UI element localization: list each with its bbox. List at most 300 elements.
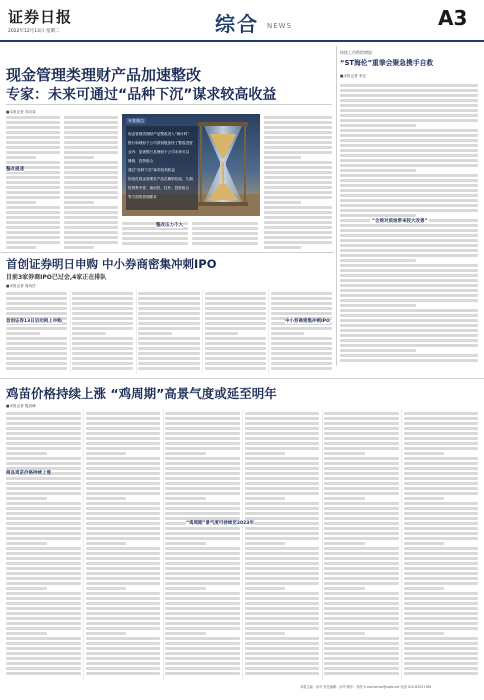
text-line [340, 164, 478, 167]
text-line [264, 171, 332, 174]
text-line [6, 186, 60, 189]
text-line [86, 592, 161, 595]
text-line [165, 467, 240, 470]
text-line [6, 302, 67, 305]
text-line [86, 637, 161, 640]
quote-line: 如优化现金管理类产品在摊销估值、久期、 [128, 177, 196, 181]
text-line [264, 231, 332, 234]
text-line [86, 542, 127, 545]
text-line [6, 437, 81, 440]
chick-columns [6, 410, 478, 680]
text-line [86, 587, 127, 590]
text-line [72, 337, 133, 340]
text-line [404, 562, 479, 565]
text-line [165, 617, 240, 620]
text-line [72, 317, 133, 320]
text-line [165, 582, 240, 585]
text-line [165, 647, 240, 650]
text-line [72, 367, 133, 370]
text-line [6, 497, 47, 500]
text-line [404, 527, 479, 530]
quote-lines [128, 130, 196, 202]
text-line [340, 204, 478, 207]
text-line [340, 114, 478, 117]
text-line [72, 307, 133, 310]
text-line [404, 452, 445, 455]
text-line [245, 672, 320, 675]
text-line [6, 442, 81, 445]
text-line [6, 327, 67, 330]
text-line [6, 512, 81, 515]
right-column-divider [336, 46, 337, 366]
text-line [6, 572, 81, 575]
text-line [165, 477, 240, 480]
text-line [86, 572, 161, 575]
text-line [324, 432, 399, 435]
text-line [138, 362, 199, 365]
text-line [264, 241, 332, 244]
text-line [324, 517, 399, 520]
text-line [86, 437, 161, 440]
text-line [6, 522, 81, 525]
text-line [138, 352, 199, 355]
text-line [86, 442, 161, 445]
text-line [165, 537, 240, 540]
text-line [86, 537, 161, 540]
text-line [64, 136, 118, 139]
text-line [64, 246, 94, 249]
text-line [404, 512, 479, 515]
text-line [340, 284, 478, 287]
text-line [404, 567, 479, 570]
text-line [6, 156, 36, 159]
text-line [404, 542, 445, 545]
text-line [245, 587, 286, 590]
text-line [86, 667, 161, 670]
text-line [271, 362, 332, 365]
text-line [340, 304, 416, 307]
text-line [245, 557, 320, 560]
text-line [6, 587, 47, 590]
text-line [324, 497, 365, 500]
text-line [6, 592, 81, 595]
text-line [165, 592, 240, 595]
text-line [86, 552, 161, 555]
text-line [271, 297, 332, 300]
text-line [72, 357, 133, 360]
headline-underline [6, 104, 332, 105]
text-line [340, 344, 478, 347]
text-line [264, 216, 332, 219]
text-line [6, 427, 81, 430]
text-line [340, 99, 478, 102]
text-line [86, 607, 161, 610]
text-line [324, 532, 399, 535]
text-line [245, 602, 320, 605]
text-line [6, 662, 81, 665]
text-line [122, 232, 188, 235]
text-line [324, 552, 399, 555]
text-line [6, 567, 81, 570]
text-line [165, 417, 240, 420]
text-line [6, 342, 67, 345]
text-line [6, 507, 81, 510]
text-line [245, 507, 320, 510]
text-line [264, 156, 301, 159]
text-line [165, 572, 240, 575]
text-line [404, 612, 479, 615]
text-line [404, 582, 479, 585]
text-line [324, 412, 399, 415]
text-line [340, 254, 478, 257]
text-line [64, 121, 118, 124]
text-line [6, 116, 60, 119]
text-line [245, 492, 320, 495]
column-rule [163, 410, 164, 680]
right-kicker: 持续上市供给增加 [340, 50, 372, 55]
text-line [86, 487, 161, 490]
section-title: 综合 [215, 12, 259, 36]
text-line [64, 231, 118, 234]
text-line [340, 289, 478, 292]
text-line [6, 121, 60, 124]
text-line [340, 314, 478, 317]
text-line [64, 151, 118, 154]
text-line [324, 622, 399, 625]
text-line [64, 146, 118, 149]
text-line [86, 547, 161, 550]
text-line [6, 432, 81, 435]
text-line [340, 309, 478, 312]
text-line [404, 487, 479, 490]
text-line [64, 116, 118, 119]
ipo-columns [6, 290, 332, 374]
text-line [245, 522, 320, 525]
text-line [245, 622, 320, 625]
text-line [6, 231, 60, 234]
text-line [165, 472, 240, 475]
text-line [264, 246, 301, 249]
text-line [324, 602, 399, 605]
text-line [340, 269, 478, 272]
text-line [245, 457, 320, 460]
text-line [6, 196, 60, 199]
text-line [404, 592, 479, 595]
right-byline: ■本报记者 李正 [340, 74, 367, 78]
text-line [340, 334, 478, 337]
text-line [324, 487, 399, 490]
text-line [324, 462, 399, 465]
text-line [6, 502, 81, 505]
column-rule [322, 410, 323, 680]
paper-logo: 证券日报 [8, 8, 73, 26]
text-line [6, 216, 60, 219]
ipo-subheadline: 目前3家券商IPO已过会,4家正在排队 [6, 274, 107, 281]
text-line [245, 437, 320, 440]
text-line [86, 417, 161, 420]
text-line [404, 412, 479, 415]
text-line [165, 612, 240, 615]
chick-subhead-2: “鸡周期”景气度可持续至2023年 [186, 521, 254, 526]
text-line [404, 477, 479, 480]
text-line [6, 647, 81, 650]
text-line [64, 191, 118, 194]
text-line [245, 532, 320, 535]
text-line [64, 201, 94, 204]
column-rule [83, 410, 84, 680]
text-line [6, 577, 81, 580]
text-line [245, 417, 320, 420]
text-line [340, 259, 416, 262]
text-line [86, 532, 161, 535]
text-line [340, 179, 478, 182]
text-line [340, 119, 478, 122]
text-line [264, 161, 332, 164]
text-line [264, 136, 332, 139]
text-line [205, 297, 266, 300]
text-line [72, 322, 133, 325]
text-line [6, 672, 81, 675]
text-line [340, 124, 416, 127]
text-line [245, 642, 320, 645]
text-line [245, 517, 320, 520]
text-line [245, 482, 320, 485]
text-line [86, 662, 161, 665]
text-line [264, 151, 332, 154]
text-line [324, 572, 399, 575]
text-line [6, 452, 47, 455]
lead-column-4 [192, 220, 258, 250]
text-line [264, 196, 332, 199]
lead-column-5 [264, 114, 332, 250]
text-line [6, 241, 60, 244]
text-line [324, 442, 399, 445]
text-line [6, 547, 81, 550]
text-line [340, 159, 478, 162]
text-line [404, 457, 479, 460]
text-line [340, 249, 478, 252]
ipo-subhead-2: 中小券商密集冲刺IPO [285, 319, 330, 324]
text-line [404, 482, 479, 485]
text-line [404, 522, 479, 525]
text-line [271, 342, 332, 345]
text-line [205, 357, 266, 360]
text-line [64, 166, 118, 169]
text-line [165, 662, 240, 665]
text-line [324, 657, 399, 660]
text-line [6, 211, 60, 214]
text-line [165, 437, 240, 440]
text-line [6, 477, 81, 480]
text-line [245, 442, 320, 445]
text-line [404, 497, 445, 500]
text-line [138, 342, 199, 345]
quote-line: 现金管理类理财产品整改进入“倒计时” [128, 132, 190, 136]
text-line [264, 121, 332, 124]
text-line [404, 437, 479, 440]
text-line [165, 562, 240, 565]
text-line [6, 146, 60, 149]
text-line [165, 457, 240, 460]
text-line [86, 422, 161, 425]
text-line [86, 522, 161, 525]
text-line [340, 214, 416, 217]
text-line [324, 612, 399, 615]
text-line [245, 592, 320, 595]
text-line [64, 216, 118, 219]
text-line [264, 206, 332, 209]
text-line [271, 302, 332, 305]
text-line [86, 617, 161, 620]
text-line [6, 457, 81, 460]
text-line [245, 462, 320, 465]
text-line [165, 502, 240, 505]
text-line [404, 547, 479, 550]
text-line [404, 442, 479, 445]
text-line [340, 359, 478, 362]
text-line [324, 507, 399, 510]
text-line [192, 242, 258, 245]
text-line [245, 467, 320, 470]
text-line [324, 492, 399, 495]
text-line [245, 662, 320, 665]
text-line [86, 642, 161, 645]
text-line [404, 537, 479, 540]
text-line [205, 342, 266, 345]
text-line [165, 527, 240, 530]
text-line [6, 221, 60, 224]
text-line [264, 211, 332, 214]
text-line [245, 477, 320, 480]
text-line [6, 562, 81, 565]
text-line [324, 642, 399, 645]
text-line [404, 467, 479, 470]
text-line [165, 657, 240, 660]
text-line [324, 662, 399, 665]
column-rule [401, 410, 402, 680]
text-line [245, 412, 320, 415]
text-line [245, 542, 286, 545]
text-line [271, 332, 305, 335]
text-line [324, 472, 399, 475]
text-line [165, 642, 240, 645]
text-line [64, 226, 118, 229]
text-line [404, 532, 479, 535]
text-line [64, 171, 118, 174]
text-line [122, 237, 188, 240]
text-line [72, 332, 106, 335]
text-line [340, 109, 478, 112]
text-line [324, 537, 399, 540]
text-line [86, 512, 161, 515]
text-line [6, 537, 81, 540]
text-line [165, 532, 240, 535]
text-line [72, 362, 133, 365]
text-line [264, 221, 332, 224]
text-line [165, 577, 240, 580]
text-line [324, 482, 399, 485]
text-line [404, 602, 479, 605]
text-line [64, 211, 118, 214]
text-line [404, 447, 479, 450]
text-line [165, 432, 240, 435]
text-line [64, 206, 118, 209]
text-line [340, 84, 478, 87]
text-line [165, 452, 206, 455]
text-line [340, 279, 478, 282]
text-line [264, 191, 332, 194]
text-line [324, 647, 399, 650]
text-line [340, 169, 416, 172]
text-line [340, 319, 478, 322]
text-line [340, 299, 478, 302]
text-line [324, 522, 399, 525]
text-line [324, 597, 399, 600]
column-rule [136, 290, 137, 374]
text-line [6, 542, 47, 545]
text-line [86, 567, 161, 570]
text-line [340, 339, 478, 342]
text-line [404, 652, 479, 655]
text-line [340, 184, 478, 187]
text-line [165, 422, 240, 425]
text-line [404, 642, 479, 645]
text-line [404, 587, 445, 590]
text-line [138, 312, 199, 315]
text-line [138, 332, 172, 335]
text-line [86, 612, 161, 615]
text-line [6, 632, 47, 635]
text-line [72, 302, 133, 305]
text-line [86, 457, 161, 460]
text-line [245, 582, 320, 585]
text-line [340, 229, 478, 232]
text-line [6, 642, 81, 645]
text-line [86, 492, 161, 495]
text-line [340, 129, 478, 132]
text-line [6, 517, 81, 520]
quote-line: 投资集中度、流动性、杠杆、投资组合 [128, 186, 190, 190]
text-line [205, 327, 266, 330]
page-number: A3 [438, 6, 468, 30]
text-line [6, 652, 81, 655]
text-line [6, 362, 67, 365]
masthead [0, 0, 484, 50]
text-line [6, 332, 40, 335]
text-line [340, 234, 478, 237]
ipo-top-rule [0, 252, 334, 253]
text-line [86, 562, 161, 565]
text-line [245, 612, 320, 615]
text-line [165, 482, 240, 485]
text-line [86, 582, 161, 585]
text-line [72, 297, 133, 300]
text-line [404, 507, 479, 510]
chick-top-rule [0, 378, 484, 379]
text-line [165, 652, 240, 655]
right-headline: “ST海伦”重拳会聚急携手自救 [340, 59, 434, 67]
text-line [324, 617, 399, 620]
ipo-byline: ■本报记者 周尚伃 [6, 284, 36, 288]
footer-credits: 本版主编：孙华 责任编辑：孙华 制作：李波 E-mail:zmzx@zqrb.net 电话 010-83251785 [300, 685, 432, 689]
text-line [64, 126, 118, 129]
text-line [264, 146, 332, 149]
text-line [404, 427, 479, 430]
chick-headline: 鸡苗价格持续上涨 “鸡周期”高景气度或延至明年 [6, 386, 277, 401]
text-line [324, 587, 365, 590]
text-line [340, 224, 478, 227]
text-line [6, 422, 81, 425]
